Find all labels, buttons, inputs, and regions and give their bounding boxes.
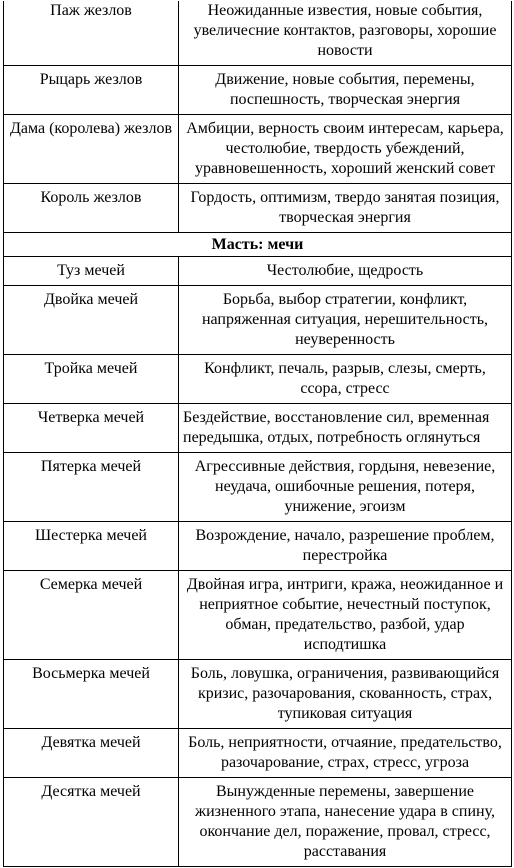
card-meaning: Бездействие, восстановление сил, временная передышка, отдых, потребность оглянуться <box>179 404 512 453</box>
card-name: Паж жезлов <box>4 1 179 66</box>
table-row <box>4 66 512 115</box>
table-row <box>4 571 512 660</box>
card-meaning: Агрессивные действия, гордыня, невезение, неудача, ошибочные решения, потеря, унижение, эгоизм <box>179 453 512 522</box>
card-name: Король жезлов <box>4 184 179 233</box>
table-row <box>4 660 512 729</box>
table-row <box>4 778 512 867</box>
card-name: Девятка мечей <box>4 729 179 778</box>
table-row <box>4 729 512 778</box>
table-row <box>4 115 512 184</box>
section-title-swords: Масть: мечи <box>4 233 512 257</box>
card-name: Четверка мечей <box>4 404 179 453</box>
card-meaning: Честолюбие, щедрость <box>179 257 512 286</box>
card-meaning: Амбиции, верность своим интересам, карьера, честолюбие, твердость убеждений, уравновешенность, хороший женский совет <box>179 115 512 184</box>
card-meaning: Вынужденные перемены, завершение жизненного этапа, нанесение удара в спину, окончание дел, поражение, провал, стресс, расставания <box>179 778 512 867</box>
card-meaning: Боль, неприятности, отчаяние, предательство, разочарование, страх, стресс, угроза <box>179 729 512 778</box>
table-row <box>4 355 512 404</box>
table-row <box>4 184 512 233</box>
table-row <box>4 286 512 355</box>
card-meaning: Двойная игра, интриги, кража, неожиданное и неприятное событие, нечестный поступок, обман, предательство, разбой, удар исподтишка <box>179 571 512 660</box>
card-name: Двойка мечей <box>4 286 179 355</box>
section-header-row <box>4 233 512 257</box>
card-name: Пятерка мечей <box>4 453 179 522</box>
card-name: Рыцарь жезлов <box>4 66 179 115</box>
card-meaning: Неожиданные известия, новые события, увеличесние контактов, разговоры, хорошие новости <box>179 1 512 66</box>
table-row <box>4 257 512 286</box>
card-name: Семерка мечей <box>4 571 179 660</box>
table-row <box>4 404 512 453</box>
card-meaning: Возрождение, начало, разрешение проблем, перестройка <box>179 522 512 571</box>
card-name: Десятка мечей <box>4 778 179 867</box>
card-name: Туз мечей <box>4 257 179 286</box>
card-name: Тройка мечей <box>4 355 179 404</box>
card-name: Дама (королева) жезлов <box>4 115 179 184</box>
table-row <box>4 1 512 66</box>
card-meaning: Борьба, выбор стратегии, конфликт, напряженная ситуация, нерешительность, неуверенность <box>179 286 512 355</box>
table-row <box>4 522 512 571</box>
card-meaning: Движение, новые события, перемены, поспешность, творческая энергия <box>179 66 512 115</box>
tarot-meanings-table <box>3 1 512 867</box>
card-meaning: Гордость, оптимизм, твердо занятая позиция, творческая энергия <box>179 184 512 233</box>
card-meaning: Конфликт, печаль, разрыв, слезы, смерть, ссора, стресс <box>179 355 512 404</box>
card-name: Восьмерка мечей <box>4 660 179 729</box>
table-row <box>4 453 512 522</box>
card-name: Шестерка мечей <box>4 522 179 571</box>
card-meaning: Боль, ловушка, ограничения, развивающийся кризис, разочарования, скованность, страх, тупиковая ситуация <box>179 660 512 729</box>
